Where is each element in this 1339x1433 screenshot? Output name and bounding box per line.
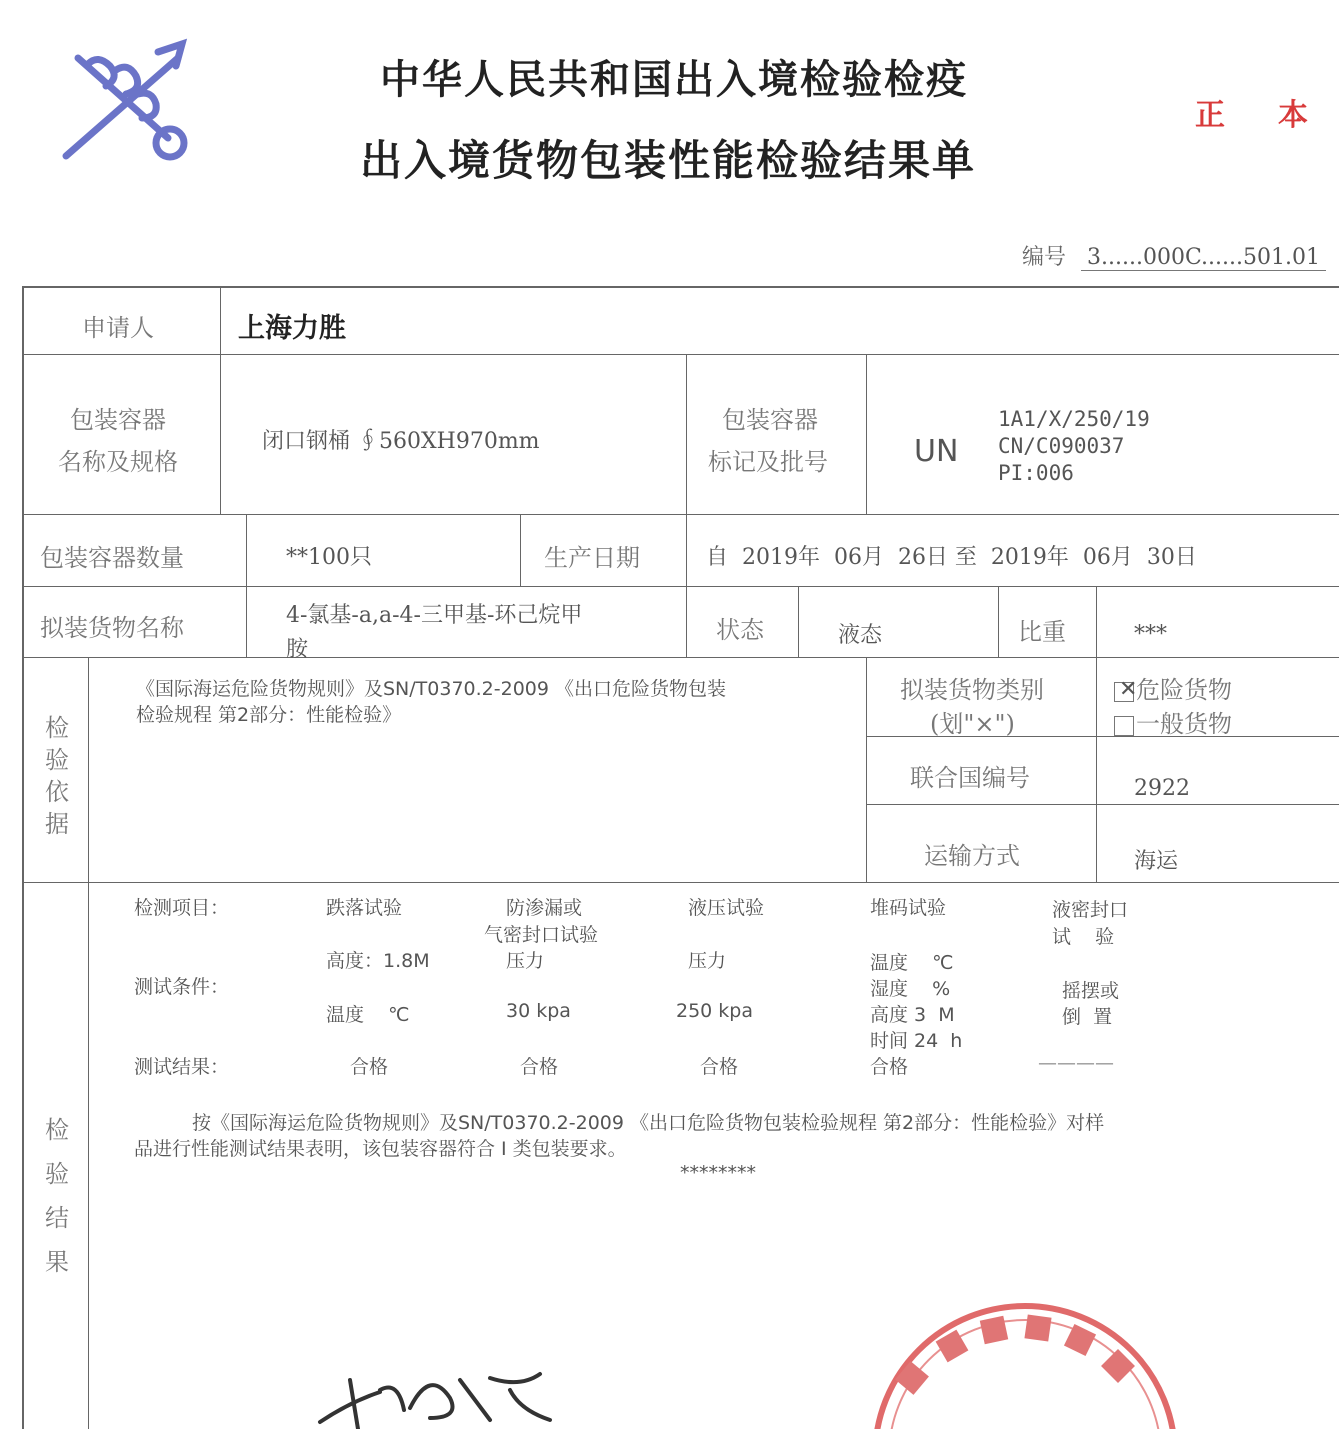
production-date-label: 生产日期 xyxy=(544,544,640,572)
handwritten-signature xyxy=(310,1360,580,1429)
original-mark-1: 正 xyxy=(1195,98,1225,133)
un-label: UN xyxy=(914,434,959,469)
official-seal xyxy=(860,1296,1190,1429)
goods-name-line-2: 胺 xyxy=(286,637,309,662)
basis-text-line-1: 《国际海运危险货物规则》及SN/T0370.2-2009 《出口危险货物包装 xyxy=(136,678,727,700)
test-leak-cond-1: 压力 xyxy=(506,950,545,972)
transport-label: 运输方式 xyxy=(924,842,1020,870)
category-option-general[interactable]: 一般货物 xyxy=(1114,704,1232,739)
test-seal-name-1: 液密封口 xyxy=(1052,899,1129,921)
document-title-agency: 中华人民共和国出入境检验检疫 xyxy=(380,57,968,103)
conclusion-stars: ******** xyxy=(680,1162,756,1184)
test-result-label: 测试结果： xyxy=(134,1056,230,1078)
un-mark-line-2: CN/C090037 xyxy=(998,434,1125,458)
basis-text-line-2: 检验规程 第2部分：性能检验》 xyxy=(136,704,402,726)
results-vertical-label: 检 验 结 果 xyxy=(45,1116,69,1276)
test-drop-name: 跌落试验 xyxy=(326,897,403,919)
test-stacking-cond-4: 时间 24 h xyxy=(870,1030,963,1052)
un-mark-line-3: PI:006 xyxy=(998,461,1074,485)
test-seal-name-2: 试 验 xyxy=(1052,926,1115,948)
original-mark-2: 本 xyxy=(1278,98,1308,133)
basis-vertical-label: 检 验 依 据 xyxy=(45,714,69,838)
state-value: 液态 xyxy=(838,623,883,648)
test-drop-cond-2: 温度 ℃ xyxy=(326,1004,410,1026)
test-hydraulic-name: 液压试验 xyxy=(688,897,765,919)
doc-number-value: 3......000C......501.01 xyxy=(1081,245,1326,271)
production-date-value: 自 2019年 06月 26日 至 2019年 06月 30日 xyxy=(706,545,1197,570)
test-condition-label: 测试条件： xyxy=(134,976,230,998)
conclusion-line-2: 品进行性能测试结果表明，该包装容器符合 I 类包装要求。 xyxy=(134,1138,627,1160)
test-seal-cond-1: 摇摆或 xyxy=(1062,980,1120,1002)
test-drop-cond-1: 高度：1.8M xyxy=(326,950,430,972)
test-item-label: 检测项目： xyxy=(134,897,230,919)
test-seal-cond-2: 倒 置 xyxy=(1062,1006,1113,1028)
container-mark-label-1: 包装容器 xyxy=(722,406,818,434)
gravity-value: *** xyxy=(1134,622,1167,647)
conclusion-line-1: 按《国际海运危险货物规则》及SN/T0370.2-2009 《出口危险货物包装检验规程 第2部分：性能检验》对样 xyxy=(192,1112,1105,1134)
test-hydraulic-result: 合格 xyxy=(700,1056,739,1078)
test-stacking-cond-2: 湿度 % xyxy=(870,978,951,1000)
test-stacking-cond-3: 高度 3 M xyxy=(870,1004,955,1026)
test-stacking-cond-1: 温度 ℃ xyxy=(870,952,954,974)
container-name-label-2: 名称及规格 xyxy=(58,448,178,476)
container-name-label-1: 包装容器 xyxy=(70,406,166,434)
container-name-value: 闭口钢桶 ∮560XH970mm xyxy=(262,429,540,454)
test-leak-name-2: 气密封口试验 xyxy=(484,924,599,946)
test-leak-name-1: 防渗漏或 xyxy=(506,897,583,919)
test-hydraulic-cond-2: 250 kpa xyxy=(676,1000,754,1022)
test-drop-result: 合格 xyxy=(350,1056,389,1078)
checkbox-checked[interactable] xyxy=(1114,682,1134,702)
applicant-label: 申请人 xyxy=(82,314,154,342)
test-seal-result: ———— xyxy=(1038,1052,1114,1074)
transport-value: 海运 xyxy=(1134,849,1179,874)
test-hydraulic-cond-1: 压力 xyxy=(688,950,727,972)
container-mark-label-2: 标记及批号 xyxy=(708,448,828,476)
test-stacking-name: 堆码试验 xyxy=(870,897,947,919)
test-leak-cond-2: 30 kpa xyxy=(506,1000,571,1022)
category-label-2: (划"×") xyxy=(930,710,1015,738)
category-option-dangerous[interactable]: ✕危险货物 xyxy=(1114,670,1232,705)
doc-number-label: 编号 xyxy=(1022,245,1067,270)
gravity-label: 比重 xyxy=(1018,618,1066,646)
state-label: 状态 xyxy=(716,616,764,644)
category-label-1: 拟装货物类别 xyxy=(900,676,1044,704)
checkbox-unchecked[interactable] xyxy=(1114,716,1134,736)
goods-name-label: 拟装货物名称 xyxy=(40,614,184,642)
applicant-value: 上海力胜 xyxy=(238,313,346,344)
test-stacking-result: 合格 xyxy=(870,1056,909,1078)
doc-number xyxy=(1022,240,1326,271)
ciq-logo xyxy=(58,38,208,178)
document-title: 出入境货物包装性能检验结果单 xyxy=(360,136,977,185)
un-number-value: 2922 xyxy=(1134,776,1190,801)
quantity-label: 包装容器数量 xyxy=(40,544,184,572)
test-leak-result: 合格 xyxy=(520,1056,559,1078)
un-number-label: 联合国编号 xyxy=(910,764,1030,792)
un-mark-line-1: 1A1/X/250/19 xyxy=(998,407,1150,431)
goods-name-line-1: 4-氯基-a,a-4-三甲基-环己烷甲 xyxy=(286,603,583,628)
quantity-value: **100只 xyxy=(286,545,372,570)
